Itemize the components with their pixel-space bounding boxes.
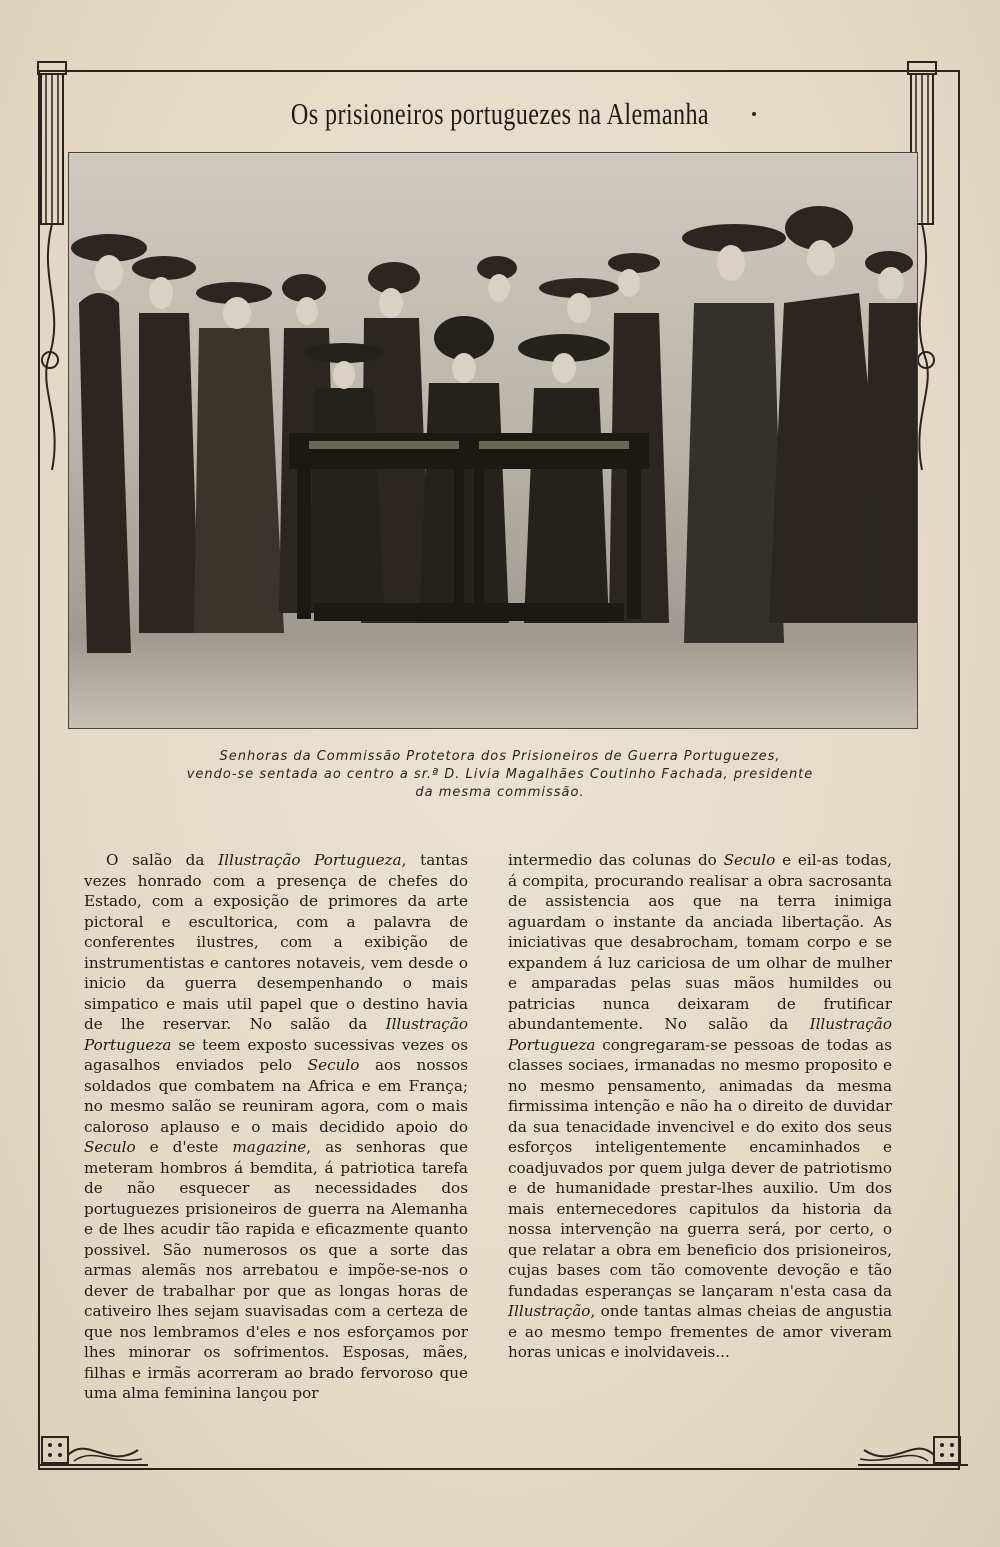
text-run: aos nossos soldados que combatem na Africa e em França; no mesmo salão se reuniram agora, com o mais caloroso aplauso e o mais decidido apoio do [84,1056,468,1136]
bottom-right-ornament [858,1425,968,1479]
photo-caption [150,748,850,802]
bottom-left-ornament [38,1425,148,1479]
text-run: intermedio das colunas do [508,851,724,869]
caption-line-3: da mesma commissão. [415,785,585,800]
publication-name: magazine [232,1138,307,1156]
publication-name: Illustração Portugueza [508,1015,892,1054]
text-run: , as senhoras que meteram hombros á bemdita, á patriotica tarefa de não esquecer as necessidades dos portuguezes prisioneiros de guerra na Alemanha e de lhes acudir tão rapida e eficazmente quanto possivel. São numerosos os que a sorte das armas alemãs nos arrebatou e impõe-se-nos o dever de trabalhar por que as longas horas de cativeiro lhes sejam suavisadas com a certeza de que nos lembramos d'eles e nos esforçamos por lhes minorar os sofrimentos. Esposas, mães, filhas e irmãs acorreram ao brado fervoroso que uma alma feminina lançou por [84,1138,468,1402]
title-ornament-dot [752,112,756,116]
publication-name: Seculo [84,1138,136,1156]
text-run: O salão da [106,851,219,869]
publication-name: Illustração Portugueza [218,851,402,869]
publication-name: Seculo [723,851,776,869]
text-run: e eil-as todas, á compita, procurando realisar a obra sacrosanta de assistencia aos que na terra inimiga aguardam o instante da anciada libertação. As iniciativas que desabrocham, tomam corpo e se expandem á luz cariciosa de um olhar de mulher e amparadas pelas suas mãos humildes ou patricias nunca deixaram de frutificar abundantemente. No salão da [508,851,892,1033]
text-run: e d'este [135,1138,233,1156]
text-run: congregaram-se pessoas de todas as classes sociaes, irmanadas no mesmo proposito e no mesmo pensamento, animadas da mesma firmissima intenção e não ha o direito de duvidar da sua tenacidade invencivel e do exito dos seus esforços inteligentemente encaminhados e coadjuvados por quem julga dever de patriotismo e de humanidade prestar-lhes auxilio. Um dos mais enternecedores capitulos da historia da nossa intervenção na guerra será, por certo, o que relatar a obra em beneficio dos prisioneiros, cujas bases com tão comovente devoção e tão fundadas esperanças se lançaram n'esta casa da [508,1035,892,1300]
text-run: se teem exposto sucessivas vezes os agasalhos enviados pelo [84,1035,468,1074]
text-run: , tantas vezes honrado com a presença de chefes do Estado, com a exposição de primores da arte pictoral e escultorica, com a palavra de conferentes ilustres, com a exibição de instrumentistas e cantores notaveis, vem desde o inicio da guerra desempenhando o mais simpatico e mais util papel que o destino havia de lhe reservar. No salão da [84,851,468,1033]
publication-name: Illustração [508,1302,591,1320]
caption-line-1: Senhoras da Commissão Protetora dos Prisioneiros de Guerra Portuguezes, [219,749,781,764]
article-column-right [508,850,892,1363]
group-photograph [68,152,918,729]
publication-name: Seculo [307,1056,360,1074]
text-run: , onde tantas almas cheias de angustia e ao mesmo tempo frementes de amor viveram horas unicas e inolvidaveis... [508,1302,892,1361]
left-ornament-post [36,60,66,480]
publication-name: Illustração Portugueza [84,1015,468,1054]
caption-line-2: vendo-se sentada ao centro a sr.ª D. Livia Magalhães Coutinho Fachada, presidente [186,767,814,782]
article-column-left [84,850,468,1404]
article-title: Os prisioneiros portuguezes na Alemanha [290,96,710,131]
